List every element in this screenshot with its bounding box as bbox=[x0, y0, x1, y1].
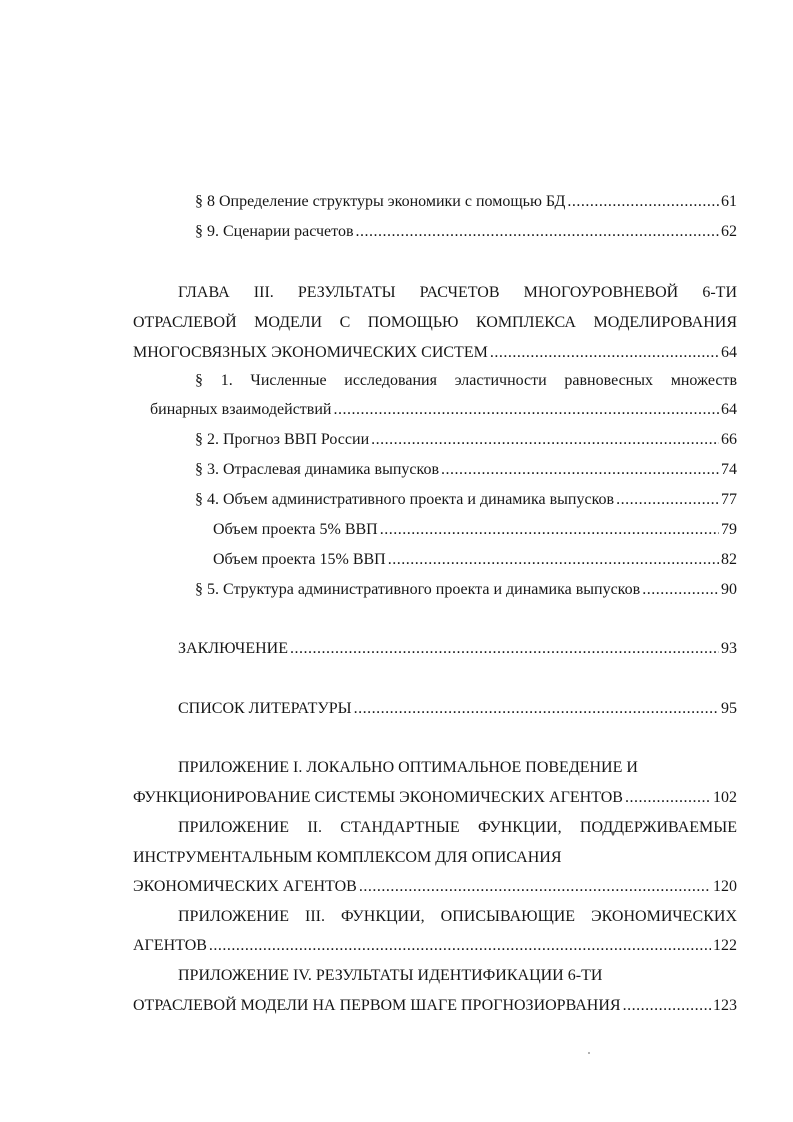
dot-leader bbox=[209, 934, 711, 958]
toc-entry-title: § 2. Прогноз ВВП России bbox=[195, 431, 370, 448]
toc-entry-title: СПИСОК ЛИТЕРАТУРЫ bbox=[178, 700, 352, 717]
dot-leader bbox=[290, 637, 719, 661]
dot-leader bbox=[441, 458, 719, 482]
dot-leader bbox=[371, 428, 719, 452]
toc-entry-page: 66 bbox=[721, 431, 737, 448]
dot-leader bbox=[625, 786, 711, 810]
toc-appendix-1-line-2 bbox=[133, 786, 737, 810]
toc-entry-title: § 9. Сценарии расчетов bbox=[195, 223, 354, 240]
toc-ch3-section-4 bbox=[195, 488, 737, 512]
toc-entry-title: § 8 Определение структуры экономики с помощью БД bbox=[195, 193, 566, 210]
toc-ch3-section-1-line-2 bbox=[150, 398, 737, 422]
toc-entry-title: Объем проекта 5% ВВП bbox=[213, 521, 378, 538]
toc-appendix-4-line-1: ПРИЛОЖЕНИЕ IV. РЕЗУЛЬТАТЫ ИДЕНТИФИКАЦИИ 6-ТИ bbox=[178, 967, 603, 984]
toc-entry-section-9 bbox=[195, 220, 737, 244]
toc-chapter-3-line-3 bbox=[133, 341, 737, 365]
toc-entry-page: 64 bbox=[721, 401, 737, 418]
toc-ch3-section-4-subsection-5pct bbox=[213, 518, 737, 542]
toc-entry-page: 64 bbox=[721, 344, 737, 361]
dot-leader bbox=[490, 341, 719, 365]
toc-appendix-2-line-3 bbox=[133, 875, 737, 899]
toc-entry-page: 102 bbox=[713, 789, 737, 806]
toc-entry-page: 123 bbox=[713, 997, 737, 1014]
toc-entry-page: 122 bbox=[713, 937, 737, 954]
toc-entry-title: § 4. Объем административного проекта и динамика выпусков bbox=[195, 491, 615, 508]
dot-leader bbox=[616, 488, 719, 512]
toc-entry-page: 74 bbox=[721, 461, 737, 478]
toc-entry-title: АГЕНТОВ bbox=[133, 937, 207, 954]
toc-entry-section-8 bbox=[195, 190, 737, 214]
toc-entry-title: ЭКОНОМИЧЕСКИХ АГЕНТОВ bbox=[133, 878, 357, 895]
toc-entry-page: 90 bbox=[721, 581, 737, 598]
toc-entry-title: Объем проекта 15% ВВП bbox=[213, 551, 386, 568]
toc-entry-page: 61 bbox=[721, 193, 737, 210]
dot-leader bbox=[359, 875, 711, 899]
toc-chapter-3-line-2: ОТРАСЛЕВОЙ МОДЕЛИ С ПОМОЩЬЮ КОМПЛЕКСА МОДЕЛИРОВАНИЯ bbox=[133, 314, 737, 331]
toc-entry-title: бинарных взаимодействий bbox=[150, 401, 332, 418]
toc-entry-page: 79 bbox=[721, 521, 737, 538]
dot-leader bbox=[354, 697, 719, 721]
toc-ch3-section-2 bbox=[195, 428, 737, 452]
toc-appendix-3-line-2 bbox=[133, 934, 737, 958]
toc-appendix-4-line-2 bbox=[133, 994, 737, 1018]
toc-ch3-section-3 bbox=[195, 458, 737, 482]
dot-leader bbox=[333, 398, 719, 422]
toc-entry-title: ОТРАСЛЕВОЙ МОДЕЛИ НА ПЕРВОМ ШАГЕ ПРОГНОЗИОРВАНИЯ bbox=[133, 997, 621, 1014]
toc-ch3-section-5 bbox=[195, 578, 737, 602]
toc-entry-page: 93 bbox=[721, 640, 737, 657]
toc-entry-page: 77 bbox=[721, 491, 737, 508]
toc-ch3-section-4-subsection-15pct bbox=[213, 548, 737, 572]
toc-chapter-3-line-1: ГЛАВА III. РЕЗУЛЬТАТЫ РАСЧЕТОВ МНОГОУРОВНЕВОЙ 6-ТИ bbox=[178, 284, 737, 301]
toc-conclusion bbox=[178, 637, 737, 661]
toc-entry-title: § 3. Отраслевая динамика выпусков bbox=[195, 461, 440, 478]
toc-appendix-2-line-2: ИНСТРУМЕНТАЛЬНЫМ КОМПЛЕКСОМ ДЛЯ ОПИСАНИЯ bbox=[133, 849, 562, 866]
toc-entry-page: 95 bbox=[721, 700, 737, 717]
dot-leader bbox=[356, 220, 720, 244]
scan-speck bbox=[588, 1052, 590, 1054]
toc-ch3-section-1-line-1: § 1. Численные исследования эластичности равновесных множеств bbox=[195, 372, 737, 389]
dot-leader bbox=[567, 190, 719, 214]
toc-appendix-2-line-1: ПРИЛОЖЕНИЕ II. СТАНДАРТНЫЕ ФУНКЦИИ, ПОДДЕРЖИВАЕМЫЕ bbox=[178, 819, 737, 836]
dot-leader bbox=[380, 518, 719, 542]
toc-entry-page: 62 bbox=[721, 223, 737, 240]
toc-entry-title: ФУНКЦИОНИРОВАНИЕ СИСТЕМЫ ЭКОНОМИЧЕСКИХ АГЕНТОВ bbox=[133, 789, 623, 806]
toc-entry-title: § 5. Структура административного проекта и динамика выпусков bbox=[195, 581, 641, 598]
dot-leader bbox=[388, 548, 719, 572]
dot-leader bbox=[642, 578, 719, 602]
toc-entry-page: 82 bbox=[721, 551, 737, 568]
toc-entry-title: МНОГОСВЯЗНЫХ ЭКОНОМИЧЕСКИХ СИСТЕМ bbox=[133, 344, 488, 361]
toc-references bbox=[178, 697, 737, 721]
toc-entry-title: ЗАКЛЮЧЕНИЕ bbox=[178, 640, 288, 657]
dot-leader bbox=[623, 994, 711, 1018]
toc-appendix-3-line-1: ПРИЛОЖЕНИЕ III. ФУНКЦИИ, ОПИСЫВАЮЩИЕ ЭКОНОМИЧЕСКИХ bbox=[178, 908, 737, 925]
toc-entry-page: 120 bbox=[713, 878, 737, 895]
toc-appendix-1-line-1: ПРИЛОЖЕНИЕ I. ЛОКАЛЬНО ОПТИМАЛЬНОЕ ПОВЕДЕНИЕ И bbox=[178, 759, 638, 776]
